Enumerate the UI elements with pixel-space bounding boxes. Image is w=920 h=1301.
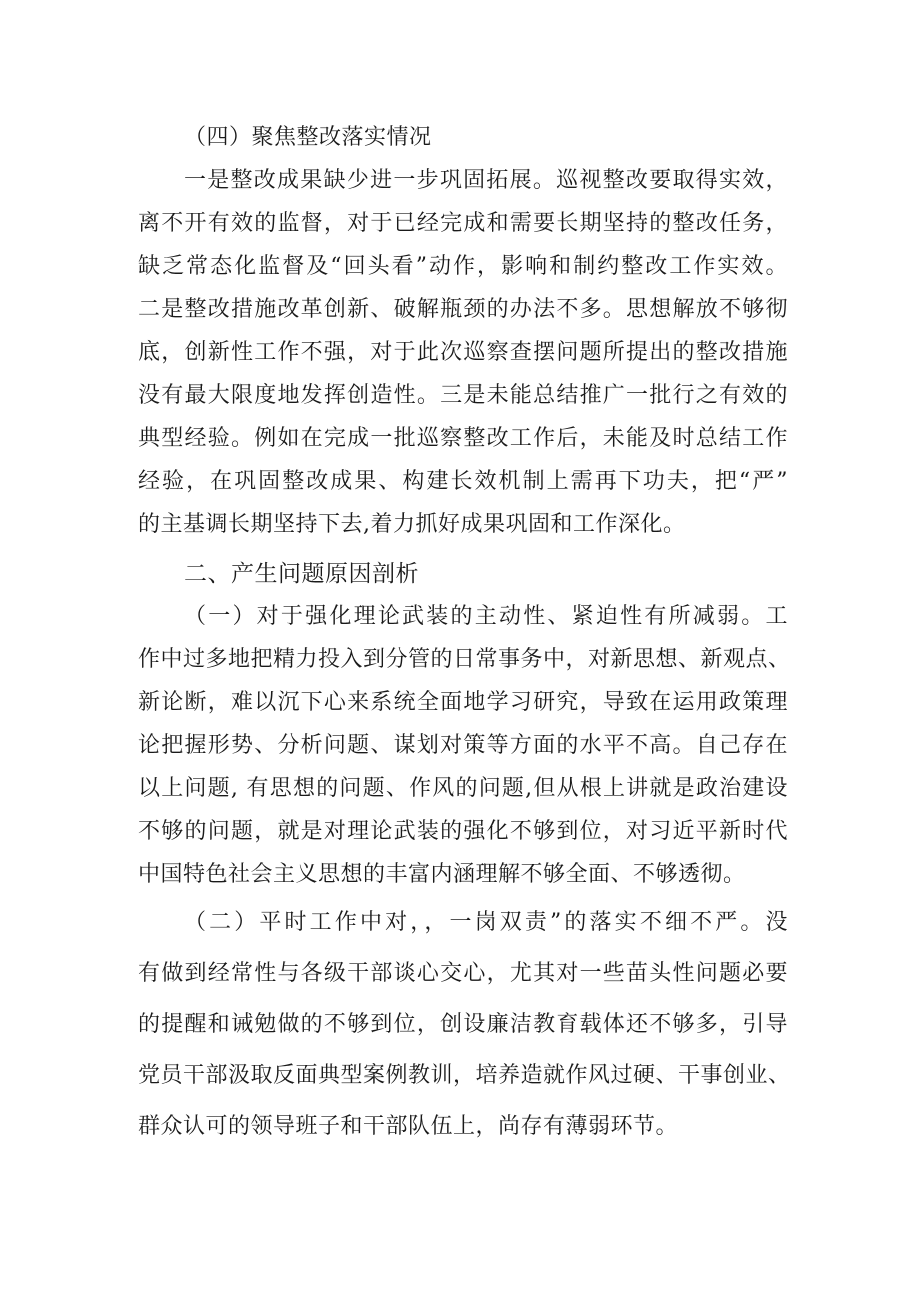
section4-line-5: 底，创新性工作不强，对于此次巡察查摆问题所提出的整改措施: [138, 340, 788, 365]
sub2-line-2: 有做到经常性与各级干部谈心交心，尤其对一些苗头性问题必要: [138, 961, 788, 986]
section4-line-1: 一是整改成果缺少进一步巩固拓展。巡视整改要取得实效，: [184, 168, 788, 193]
section4-line-3: 缺乏常态化监督及“回头看”动作，影响和制约整改工作实效。: [138, 254, 788, 279]
sub1-line-2: 作中过多地把精力投入到分管的日常事务中，对新思想、新观点、: [138, 647, 791, 672]
sub2-line-3: 的提醒和诫勉做的不够到位，创设廉洁教育载体还不够多，引导: [138, 1012, 788, 1037]
part2-heading: 二、产生问题原因剖析: [184, 561, 419, 587]
sub2-line-5: 群众认可的领导班子和干部队伍上，尚存有薄弱环节。: [138, 1114, 679, 1139]
sub1-line-1: （一）对于强化理论武装的主动性、紧迫性有所减弱。工: [184, 604, 788, 629]
sub2-line-1: （二）平时工作中对，，一岗双责”的落实不细不严。没: [184, 910, 788, 935]
section4-line-4: 二是整改措施改革创新、破解瓶颈的办法不多。思想解放不够彻: [138, 297, 788, 322]
section4-line-8: 经验，在巩固整改成果、构建长效机制上需再下功夫，把“严”: [138, 469, 788, 494]
sub1-line-4: 论把握形势、分析问题、谋划对策等方面的水平不高。自己存在: [138, 733, 788, 758]
sub1-line-5: 以上问题, 有思想的问题、作风的问题,但从根上讲就是政治建设: [138, 776, 788, 801]
section4-line-6: 没有最大限度地发挥创造性。三是未能总结推广一批行之有效的: [138, 383, 788, 408]
section4-line-2: 离不开有效的监督，对于已经完成和需要长期坚持的整改任务，: [138, 211, 788, 236]
section4-line-7: 典型经验。例如在完成一批巡察整改工作后，未能及时总结工作: [138, 426, 788, 451]
section4-line-9: 的主基调长期坚持下去,着力抓好成果巩固和工作深化。: [138, 512, 686, 537]
section4-heading: （四）聚焦整改落实情况: [184, 125, 432, 150]
sub2-line-4: 党员干部汲取反面典型案例教训，培养造就作风过硬、干事创业、: [138, 1063, 791, 1088]
sub1-line-7: 中国特色社会主义思想的丰富内涵理解不够全面、不够透彻。: [138, 862, 746, 887]
sub1-line-3: 新论断，难以沉下心来系统全面地学习研究，导致在运用政策理: [138, 690, 788, 715]
sub1-line-6: 不够的问题，就是对理论武装的强化不够到位，对习近平新时代: [138, 819, 788, 844]
